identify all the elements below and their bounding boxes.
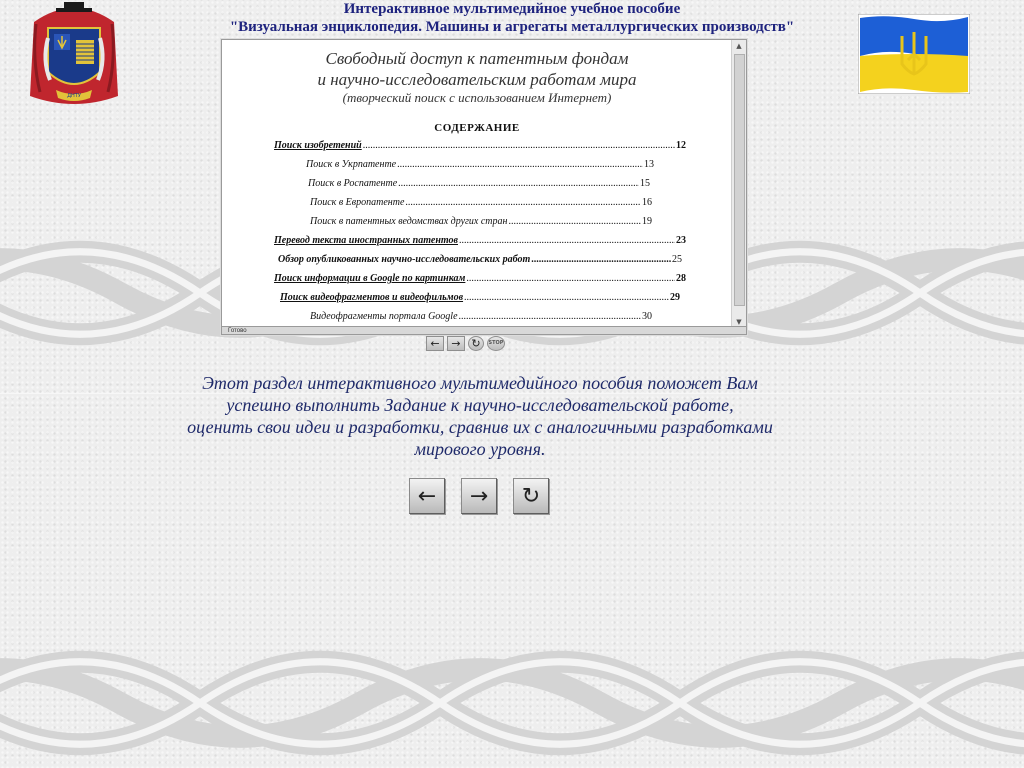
document-status-bar: Готово [222,326,746,334]
toc-item-page: 12 [676,140,686,151]
ukraine-flag-icon [858,14,970,94]
return-icon: ↻ [521,483,541,509]
page-title [120,0,904,36]
arrow-right-icon: → [451,337,461,350]
scrollbar-thumb[interactable] [734,54,745,306]
scroll-down-arrow-icon[interactable]: ▼ [736,318,742,326]
arrow-left-icon: ← [430,337,440,350]
toc-item-page: 23 [676,235,686,246]
toc-item-page: 16 [642,197,652,208]
intro-line-4: мирового уровня. [414,439,546,459]
toc-item-page: 19 [642,216,652,227]
document-heading-line-2: и научно-исследовательским работам мира [317,70,637,89]
document-nav-bar [426,336,505,351]
document-scrollbar[interactable] [731,40,746,328]
toc-item[interactable] [308,178,650,192]
toc-item-label: Поиск в патентных ведомствах других стран [310,216,508,227]
forward-button[interactable] [461,478,497,514]
toc-item-page: 29 [670,292,680,303]
braid-ornament-bottom [0,638,1024,768]
arrow-left-icon: ← [417,483,437,509]
refresh-icon: ↻ [471,337,481,350]
mini-stop-button[interactable] [487,336,505,351]
intro-line-1: Этот раздел интерактивного мультимедийного пособия поможет Вам [202,373,758,393]
title-line-2: "Визуальная энциклопедия. Машины и агрегаты металлургических производств" [229,19,795,35]
mini-back-button[interactable] [426,336,444,351]
toc-item[interactable] [306,159,654,173]
toc-item[interactable] [310,216,652,230]
toc-item[interactable] [274,140,686,154]
toc-item-page: 28 [676,273,686,284]
toc-item[interactable] [310,311,652,325]
toc-item[interactable] [310,197,652,211]
toc-item-label: Поиск в Европатенте [310,197,405,208]
toc-item[interactable] [278,254,682,268]
toc-item-label: Поиск изобретений [274,140,362,151]
intro-text [80,372,880,460]
toc-item[interactable] [274,235,686,249]
toc-item-label: Поиск в Укрпатенте [306,159,397,170]
mini-forward-button[interactable] [447,336,465,351]
toc-title: СОДЕРЖАНИЕ [434,122,520,134]
toc-item-page: 25 [672,254,682,265]
back-button[interactable] [409,478,445,514]
arrow-right-icon: → [469,483,489,509]
toc-item-page: 30 [642,311,652,322]
document-heading-line-1: Свободный доступ к патентным фондам [325,49,629,68]
toc-item-page: 13 [644,159,654,170]
document-heading [222,48,732,105]
title-line-1: Интерактивное мультимедийное учебное пособие [343,1,681,17]
toc-item[interactable] [280,292,680,306]
toc-item[interactable] [274,273,686,287]
coat-of-arms-icon [26,0,122,112]
document-page [222,40,732,328]
home-button[interactable] [513,478,549,514]
toc-item-page: 15 [640,178,650,189]
stop-icon: STOP [488,340,504,346]
toc-item-label: Видеофрагменты портала Google [310,311,458,322]
toc-item-label: Поиск информации в Google по картинкам [274,273,466,284]
intro-line-2: успешно выполнить Задание к научно-исследовательской работе, [226,395,734,415]
document-heading-line-3: (творческий поиск с использованием Интернет) [342,90,612,105]
toc-item-label: Перевод текста иностранных патентов [274,235,458,246]
mini-refresh-button[interactable] [468,336,484,351]
toc-item-label: Обзор опубликованных научно-исследовательских работ [278,254,531,265]
svg-text:ДНТУ: ДНТУ [67,93,81,99]
main-nav-buttons [409,478,549,514]
toc-item-label: Поиск видеофрагментов и видеофильмов [280,292,464,303]
embedded-document-frame[interactable] [221,39,747,335]
intro-line-3: оценить свои идеи и разработки, сравнив их с аналогичными разработками [187,417,773,437]
scroll-up-arrow-icon[interactable]: ▲ [736,42,742,50]
toc-item-label: Поиск в Роспатенте [308,178,398,189]
